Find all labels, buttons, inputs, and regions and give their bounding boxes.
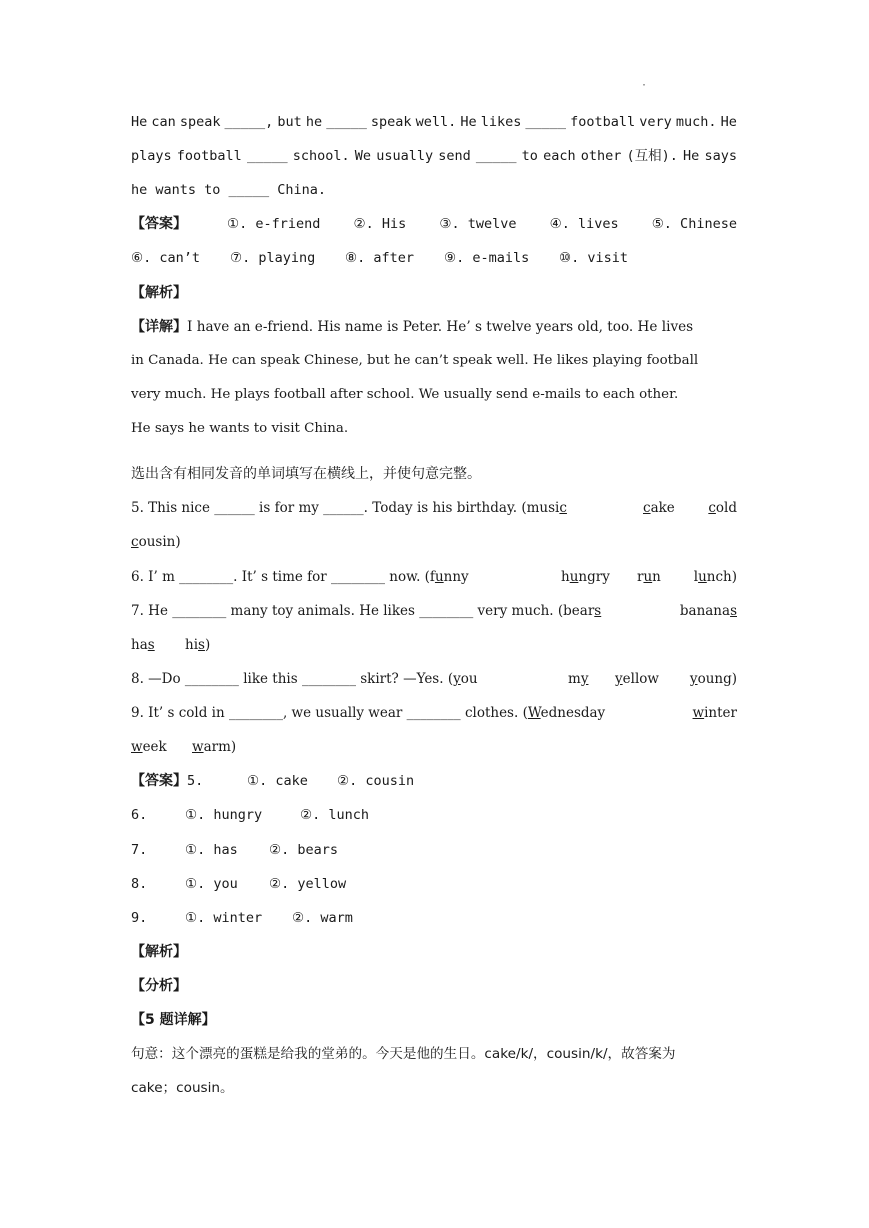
question-6 <box>131 564 737 590</box>
q5-detail-line1: 句意：这个漂亮的蛋糕是给我的堂弟的。今天是他的生日。cake/k/，cousin/k/，故答案为 <box>131 1046 676 1062</box>
answer-item: ①. cake <box>247 773 308 789</box>
answer-item: ⑥. can’t <box>131 250 200 266</box>
answer-item: ⑨. e-mails <box>444 250 530 266</box>
answer-item: ②. warm <box>292 910 353 926</box>
detail1-line1 <box>131 314 737 340</box>
paragraph1-line2 <box>131 143 737 169</box>
answer-num: 9. <box>131 910 148 926</box>
answer-num: 6. <box>131 807 148 823</box>
word: school. <box>292 148 350 164</box>
word: He <box>683 148 700 164</box>
word: he <box>305 114 323 130</box>
word: likes <box>480 114 522 130</box>
paragraph1-line3: he wants to _____ China. <box>131 182 327 198</box>
answer-label: 【答案】 <box>131 216 187 232</box>
word: but <box>277 114 302 130</box>
answer-item: ③. twelve <box>439 216 517 232</box>
paren: ) <box>204 637 211 653</box>
answer-num: 8. <box>131 876 148 892</box>
answer-item: ①. has <box>185 842 238 858</box>
option-word: ednesday <box>540 705 606 721</box>
question-text: 8. —Do ________ like this ________ skirt? —Yes. ( <box>131 671 454 687</box>
underlined-letter: u <box>643 569 653 585</box>
word: other <box>580 148 622 164</box>
option-word: arm) <box>203 739 237 755</box>
q5-detail-label: 【5 题详解】 <box>131 1012 216 1028</box>
word: football <box>176 148 242 164</box>
answer-item: ①. e-friend <box>227 216 321 232</box>
option-word: n <box>652 569 661 585</box>
blank: _____ <box>525 114 567 130</box>
word: each <box>543 148 576 164</box>
detail1-line3: very much. He plays football after school. We usually send e-mails to each other. <box>131 387 679 402</box>
option-word: ha <box>131 637 148 653</box>
option-word: h <box>561 569 570 585</box>
word: football <box>570 114 636 130</box>
underlined-letter: c <box>131 534 139 550</box>
paragraph1-line1 <box>131 109 737 135</box>
question-5 <box>131 495 737 521</box>
question-text: 6. I’ m ________. It’ s time for ________ now. (f <box>131 569 435 585</box>
option-word: oung) <box>697 671 737 687</box>
section-instruction: 选出含有相同发音的单词填写在横线上，并使句意完整。 <box>131 466 481 482</box>
detail-text: I have an e-friend. His name is Peter. He’ s twelve years old, too. He lives <box>187 319 694 335</box>
answer-num: 5. <box>187 773 204 789</box>
fenxi-label: 【分析】 <box>131 978 187 994</box>
underlined-letter: u <box>698 569 707 585</box>
underlined-letter: y <box>689 671 698 687</box>
word: very <box>639 114 672 130</box>
detail1-line4: He says he wants to visit China. <box>131 421 349 436</box>
answer-item: ②. yellow <box>269 876 347 892</box>
underlined-letter: y <box>615 671 623 687</box>
word: to <box>521 148 538 164</box>
answer2-row-6 <box>131 802 737 828</box>
question-9-line2 <box>131 734 737 760</box>
answer2-row-8 <box>131 871 737 897</box>
detail1-line2: in Canada. He can speak Chinese, but he can’t speak well. He likes playing football <box>131 353 699 368</box>
option-word: banana <box>679 603 731 619</box>
answer1-line1 <box>131 211 737 237</box>
underlined-letter: W <box>527 705 541 721</box>
underlined-letter: u <box>569 569 579 585</box>
word: We <box>354 148 372 164</box>
underlined-letter: s <box>147 637 155 653</box>
answer-item: ②. His <box>353 216 407 232</box>
answer-item: ⑤. Chinese <box>651 216 737 232</box>
underlined-letter: c <box>708 500 716 516</box>
option-word: ou <box>460 671 478 687</box>
word: He <box>131 114 148 130</box>
answer-item: ①. you <box>185 876 238 892</box>
word: well. <box>415 114 457 130</box>
question-text: 9. It’ s cold in ________, we usually wear ________ clothes. ( <box>131 705 528 721</box>
option-word: nch) <box>706 569 737 585</box>
answer-item: ②. bears <box>269 842 338 858</box>
underlined-letter: c <box>643 500 651 516</box>
question-8 <box>131 666 737 692</box>
option-word: hi <box>185 637 199 653</box>
top-mark: · <box>641 80 648 91</box>
word: much. <box>675 114 717 130</box>
answer-item: ②. lunch <box>300 807 369 823</box>
question-7 <box>131 598 737 624</box>
underlined-letter: s <box>594 603 602 619</box>
answer-item: ⑧. after <box>345 250 414 266</box>
word: says <box>704 148 737 164</box>
underlined-letter: y <box>453 671 461 687</box>
option-word: ousin) <box>138 534 181 550</box>
word: send <box>438 148 471 164</box>
underlined-letter: c <box>559 500 567 516</box>
option-word: ellow <box>622 671 659 687</box>
option-word: r <box>637 569 644 585</box>
q5-detail-line2: cake；cousin。 <box>131 1080 234 1096</box>
option-word: ngry <box>578 569 610 585</box>
underlined-letter: w <box>692 705 705 721</box>
question-7-line2 <box>131 632 737 658</box>
answer-item: ⑦. playing <box>230 250 316 266</box>
question-text: 7. He ________ many toy animals. He likes ________ very much. (bear <box>131 603 595 619</box>
answer-item: ①. winter <box>185 910 263 926</box>
analysis-label: 【解析】 <box>131 285 187 301</box>
answer2-row-7 <box>131 837 737 863</box>
analysis-label: 【解析】 <box>131 944 187 960</box>
word: can <box>151 114 176 130</box>
blank: _____ <box>246 148 288 164</box>
underlined-letter: u <box>434 569 444 585</box>
word: He <box>460 114 477 130</box>
question-text: 5. This nice ______ is for my ______. Today is his birthday. (musi <box>131 500 560 516</box>
underlined-letter: s <box>730 603 737 619</box>
word: plays <box>131 148 172 164</box>
option-word: m <box>568 671 581 687</box>
question-5-line2 <box>131 529 737 555</box>
answer-num: 7. <box>131 842 148 858</box>
answer1-line2 <box>131 245 737 271</box>
detail-label: 【详解】 <box>131 319 187 335</box>
blank: _____ <box>326 114 367 130</box>
word: (互相). <box>626 148 678 164</box>
word: He <box>720 114 737 130</box>
option-word: l <box>693 569 699 585</box>
word: speak <box>370 114 412 130</box>
blank: _____ <box>475 148 517 164</box>
answer-item: ⑩. visit <box>559 250 628 266</box>
option-word: nny <box>443 569 469 585</box>
answer2-row-5 <box>131 768 737 794</box>
blank: _____, <box>224 114 274 130</box>
question-9 <box>131 700 737 726</box>
answer2-row-9 <box>131 905 737 931</box>
option-word: eek <box>142 739 167 755</box>
answer-label: 【答案】 <box>131 773 187 789</box>
answer-item: ④. lives <box>549 216 619 232</box>
answer-item: ②. cousin <box>337 773 415 789</box>
answer-item: ①. hungry <box>185 807 263 823</box>
option-word: ake <box>650 500 675 516</box>
option-word: inter <box>704 705 737 721</box>
underlined-letter: s <box>198 637 205 653</box>
option-word: old <box>715 500 737 516</box>
underlined-letter: w <box>131 739 143 755</box>
underlined-letter: y <box>580 671 589 687</box>
underlined-letter: w <box>192 739 204 755</box>
word: speak <box>179 114 221 130</box>
word: usually <box>376 148 434 164</box>
